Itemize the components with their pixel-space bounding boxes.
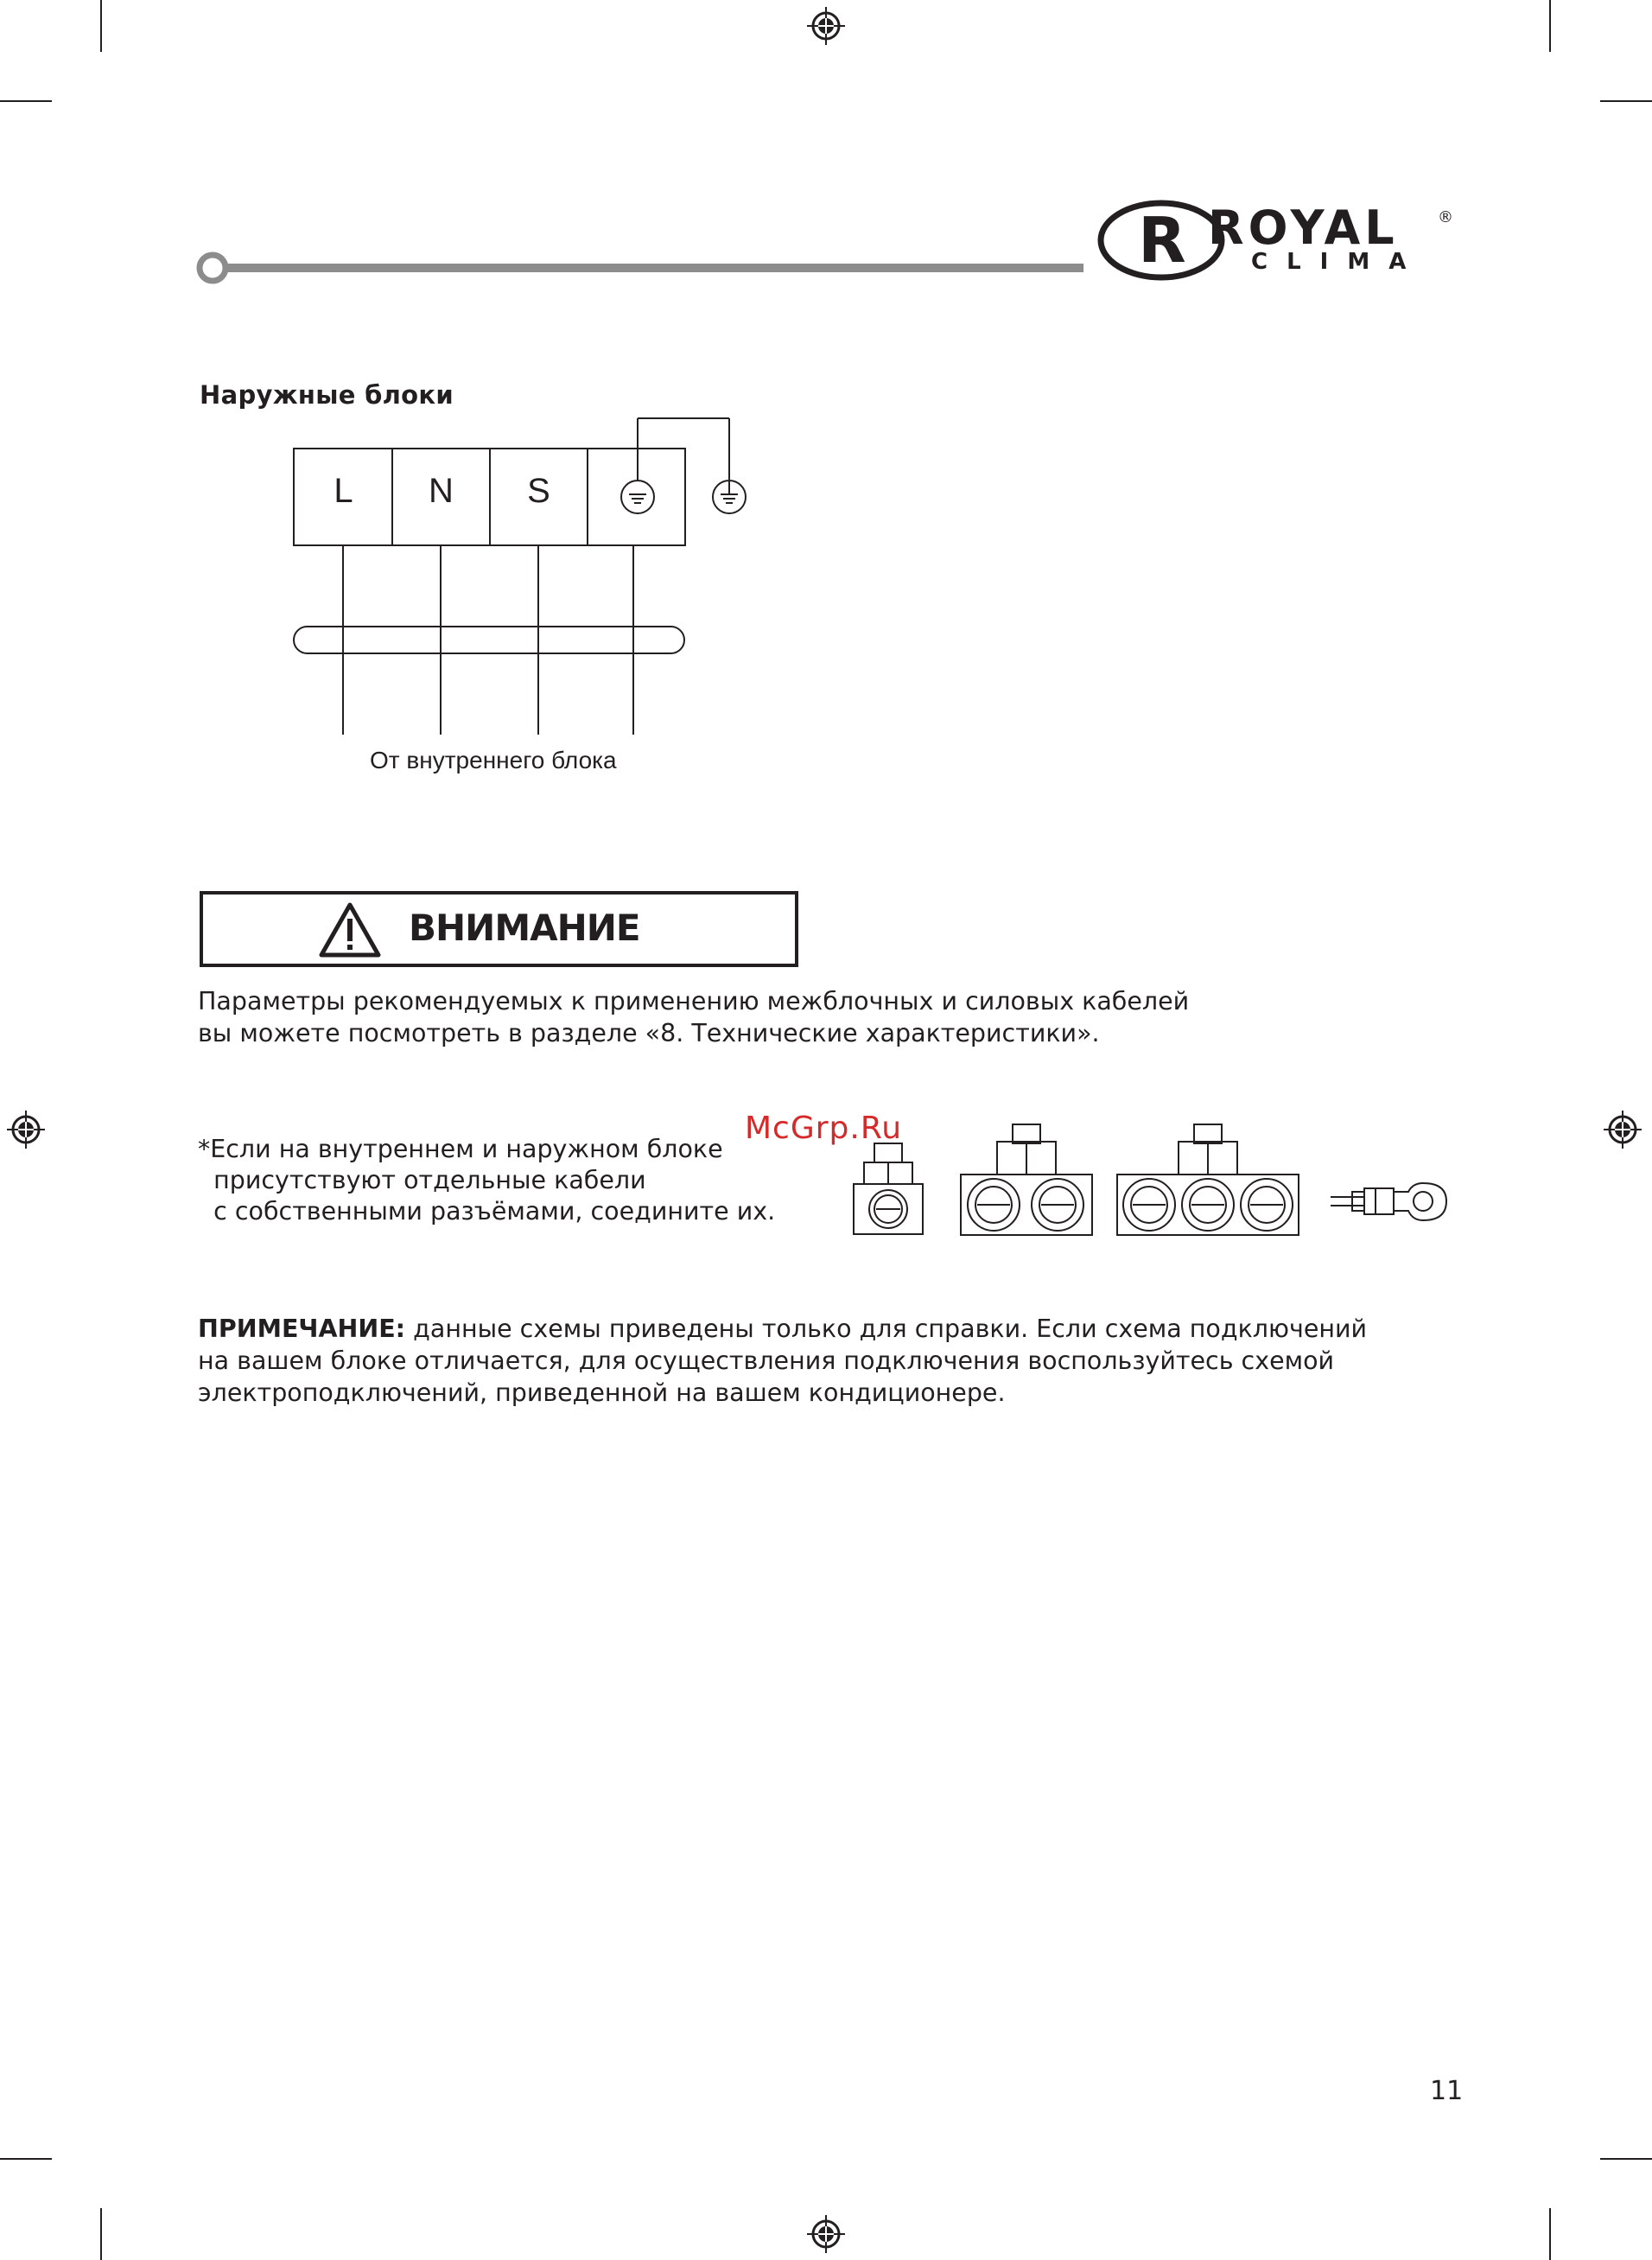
crop-mark bbox=[100, 0, 102, 52]
warning-label: ВНИМАНИЕ bbox=[409, 907, 640, 949]
crop-mark bbox=[1600, 100, 1652, 102]
ground-symbol-icon bbox=[711, 479, 747, 515]
crop-mark bbox=[1549, 0, 1551, 52]
header-rule bbox=[194, 251, 1083, 285]
single-connector-icon bbox=[854, 1143, 923, 1234]
crop-mark bbox=[1600, 2158, 1652, 2160]
brand-sub: CLIMA bbox=[1251, 249, 1426, 275]
terminal-label-n: N bbox=[429, 472, 454, 510]
note-label: ПРИМЕЧАНИЕ: bbox=[198, 1315, 406, 1343]
registration-mark-icon bbox=[1604, 1111, 1642, 1149]
watermark: McGrp.Ru bbox=[745, 1111, 903, 1146]
ring-terminal-icon bbox=[1331, 1183, 1446, 1220]
registration-mark-icon bbox=[7, 1111, 45, 1149]
section-title: Наружные блоки bbox=[200, 380, 454, 410]
note-line bbox=[198, 1313, 1367, 1345]
note-line: на вашем блоке отличается, для осуществления подключения воспользуйтесь схемой bbox=[198, 1346, 1335, 1375]
crop-mark bbox=[0, 2158, 52, 2160]
registration-mark-icon bbox=[807, 7, 845, 45]
note-line: электроподключений, приведенной на вашем кондиционере. bbox=[198, 1378, 1006, 1407]
triple-connector-icon bbox=[1117, 1124, 1299, 1235]
note-text: данные схемы приведены только для справки. Если схема подключений bbox=[405, 1315, 1368, 1343]
diagram-caption: От внутреннего блока bbox=[370, 747, 617, 773]
warning-triangle-icon bbox=[319, 901, 381, 958]
page-number: 11 bbox=[1430, 2076, 1464, 2106]
terminal-label-l: L bbox=[334, 472, 353, 510]
crop-mark bbox=[0, 100, 52, 102]
wiring-diagram bbox=[290, 413, 757, 742]
warning-text-line: Параметры рекомендуемых к применению межблочных и силовых кабелей bbox=[198, 987, 1190, 1015]
logo-letter: R bbox=[1138, 204, 1186, 277]
crop-mark bbox=[100, 2208, 102, 2260]
terminal-label-s: S bbox=[527, 472, 550, 510]
ground-terminal-icon bbox=[620, 479, 656, 515]
brand-logo bbox=[1097, 197, 1460, 283]
registered-mark: ® bbox=[1438, 208, 1453, 226]
brand-name: ROYAL bbox=[1208, 201, 1399, 255]
warning-box bbox=[200, 891, 798, 967]
connector-illustrations bbox=[847, 1119, 1452, 1240]
crop-mark bbox=[1549, 2208, 1551, 2260]
connector-note: *Если на внутреннем и наружном блоке присутствуют отдельные кабели с собственными разъёмами, соедините их. bbox=[198, 1135, 776, 1225]
registration-mark-icon bbox=[807, 2215, 845, 2253]
terminal-block-outline bbox=[290, 413, 757, 742]
double-connector-icon bbox=[961, 1124, 1092, 1235]
warning-text-line: вы можете посмотреть в разделе «8. Технические характеристики». bbox=[198, 1019, 1100, 1047]
